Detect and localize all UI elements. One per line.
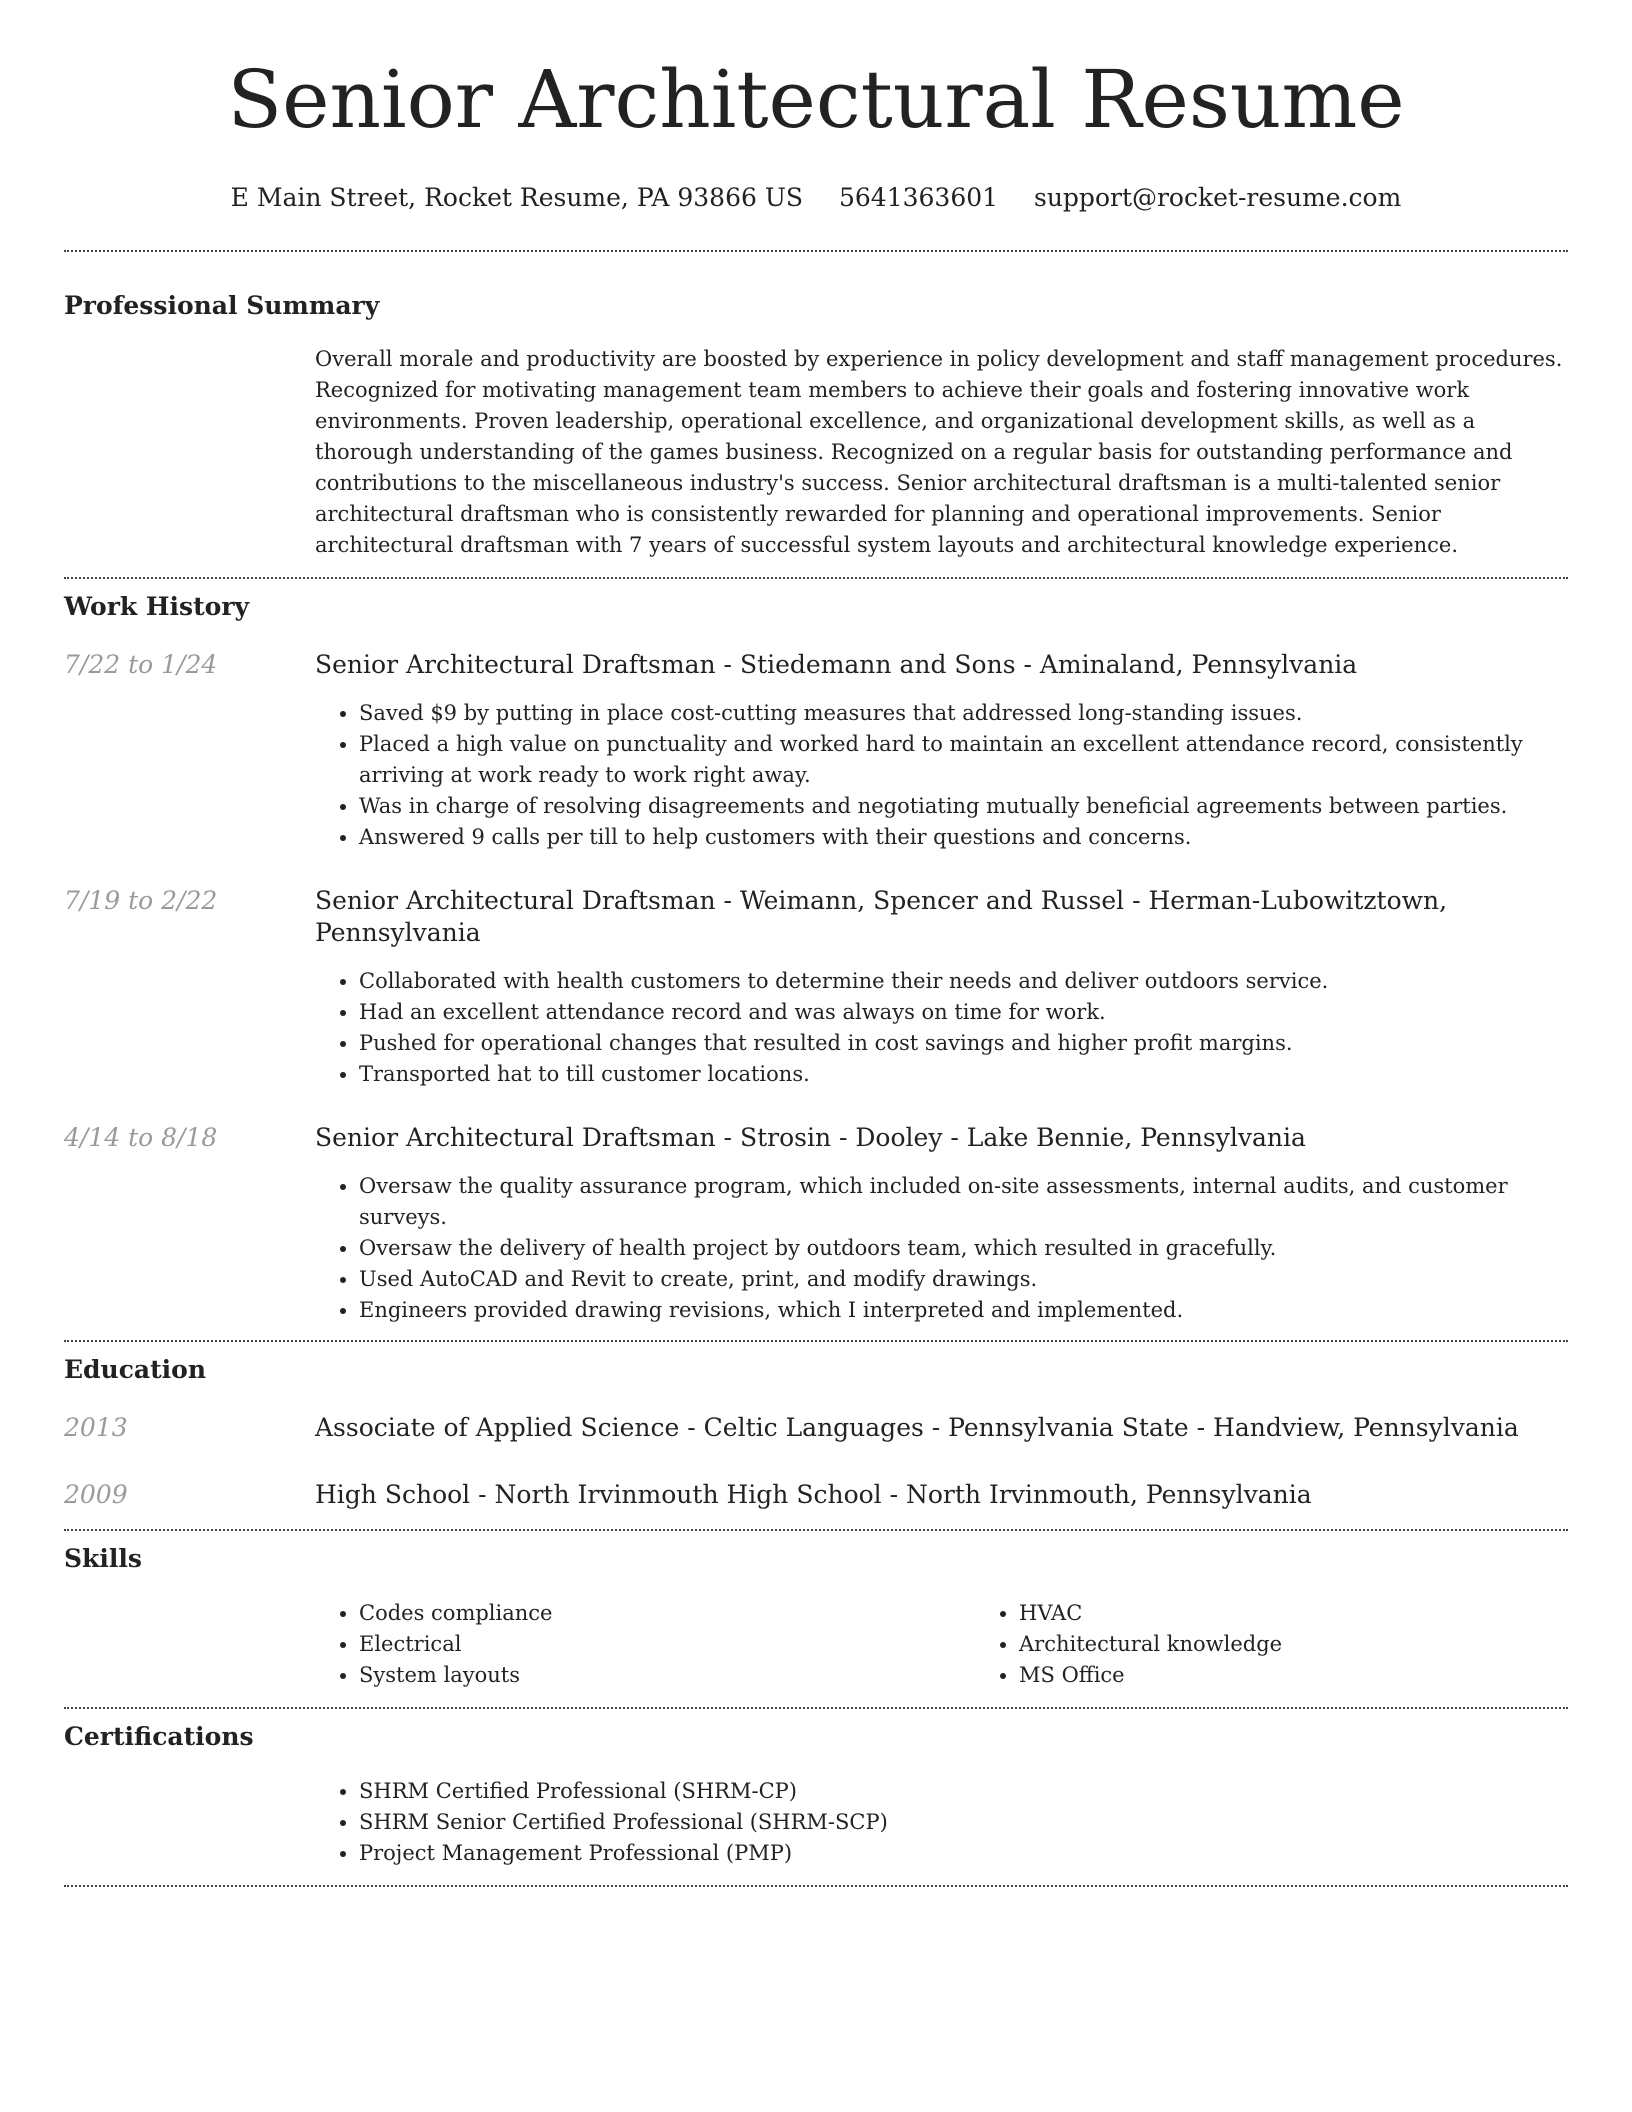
divider — [64, 1707, 1568, 1709]
job-bullet: • Engineers provided drawing revisions, which I interpreted and implemented. — [359, 1295, 1568, 1326]
skills-section — [64, 1543, 1568, 1691]
divider — [64, 250, 1568, 252]
job-entry — [64, 1122, 1568, 1326]
divider — [64, 1340, 1568, 1342]
certifications-section — [64, 1721, 1568, 1869]
skill-item: • System layouts — [359, 1660, 975, 1691]
skills-heading: Skills — [64, 1544, 142, 1573]
skill-item: • HVAC — [1019, 1598, 1632, 1629]
summary-text: Overall morale and productivity are boosted by experience in policy development and staff management procedures. Recognized for motivating management team members to achieve their goals and fostering innovative work environments. Proven leadership, operational excellence, and organizational development skills, as well as a thorough understanding of the games business. Recognized on a regular basis for outstanding performance and contributions to the miscellaneous industry's success. Senior architectural draftsman is a multi-talented senior architectural draftsman who is consistently rewarded for planning and operational improvements. Senior architectural draftsman with 7 years of successful system layouts and architectural knowledge experience. — [315, 347, 1563, 557]
skills-list — [315, 1598, 975, 1691]
job-bullet: • Transported hat to till customer locations. — [359, 1059, 1568, 1090]
resume-title: Senior Architectural Resume — [227, 53, 1405, 146]
job-bullet: • Oversaw the delivery of health project by outdoors team, which resulted in gracefully. — [359, 1233, 1568, 1264]
job-dates: 7/19 to 2/22 — [64, 886, 218, 915]
certifications-list — [315, 1776, 1568, 1869]
education-degree: Associate of Applied Science - Celtic Languages - Pennsylvania State - Handview, Pennsylvania — [315, 1413, 1519, 1442]
job-bullet: • Answered 9 calls per till to help customers with their questions and concerns. — [359, 822, 1568, 853]
summary-heading: Professional Summary — [64, 291, 380, 320]
job-bullet: • Oversaw the quality assurance program, which included on-site assessments, internal audits, and customer surveys. — [359, 1171, 1568, 1233]
job-bullets — [315, 966, 1568, 1090]
certification-item: • SHRM Senior Certified Professional (SHRM-SCP) — [359, 1807, 1568, 1838]
contact-address: E Main Street, Rocket Resume, PA 93866 US — [230, 183, 804, 212]
job-bullet: • Had an excellent attendance record and was always on time for work. — [359, 997, 1568, 1028]
divider — [64, 577, 1568, 579]
contact-phone: 5641363601 — [838, 183, 999, 212]
certifications-heading: Certifications — [64, 1722, 254, 1751]
skill-item: • Architectural knowledge — [1019, 1629, 1632, 1660]
skills-list — [975, 1598, 1632, 1691]
contact-email: support@rocket-resume.com — [1034, 183, 1402, 212]
job-title: Senior Architectural Draftsman - Strosin - Dooley - Lake Bennie, Pennsylvania — [315, 1123, 1306, 1152]
job-bullet: • Pushed for operational changes that resulted in cost savings and higher profit margins. — [359, 1028, 1568, 1059]
job-bullet: • Saved $9 by putting in place cost-cutting measures that addressed long-standing issues. — [359, 698, 1568, 729]
contact-line — [64, 182, 1568, 214]
education-degree: High School - North Irvinmouth High School - North Irvinmouth, Pennsylvania — [315, 1480, 1312, 1509]
summary-section — [64, 290, 1568, 561]
education-entry — [64, 1412, 1568, 1444]
job-title: Senior Architectural Draftsman - Weimann, Spencer and Russel - Herman-Lubowitztown, Pennsylvania — [315, 886, 1448, 947]
divider — [64, 1529, 1568, 1531]
job-bullet: • Used AutoCAD and Revit to create, print, and modify drawings. — [359, 1264, 1568, 1295]
divider — [64, 1885, 1568, 1887]
work-heading: Work History — [64, 592, 250, 621]
job-bullets — [315, 698, 1568, 853]
job-bullets — [315, 1171, 1568, 1326]
job-bullet: • Was in charge of resolving disagreements and negotiating mutually beneficial agreements between parties. — [359, 791, 1568, 822]
education-year: 2009 — [64, 1480, 128, 1509]
job-entry — [64, 649, 1568, 853]
job-title: Senior Architectural Draftsman - Stiedemann and Sons - Aminaland, Pennsylvania — [315, 650, 1358, 679]
education-section — [64, 1354, 1568, 1511]
skill-item: • Electrical — [359, 1629, 975, 1660]
education-entry — [64, 1479, 1568, 1511]
work-section — [64, 591, 1568, 1326]
education-year: 2013 — [64, 1413, 128, 1442]
job-bullet: • Placed a high value on punctuality and worked hard to maintain an excellent attendance record, consistently arriving at work ready to work right away. — [359, 729, 1568, 791]
skills-grid — [315, 1598, 1632, 1691]
skill-item: • Codes compliance — [359, 1598, 975, 1629]
certification-item: • Project Management Professional (PMP) — [359, 1838, 1568, 1869]
job-dates: 7/22 to 1/24 — [64, 650, 218, 679]
job-dates: 4/14 to 8/18 — [64, 1123, 218, 1152]
education-heading: Education — [64, 1355, 207, 1384]
certification-item: • SHRM Certified Professional (SHRM-CP) — [359, 1776, 1568, 1807]
skill-item: • MS Office — [1019, 1660, 1632, 1691]
job-bullet: • Collaborated with health customers to determine their needs and deliver outdoors service. — [359, 966, 1568, 997]
job-entry — [64, 885, 1568, 1090]
